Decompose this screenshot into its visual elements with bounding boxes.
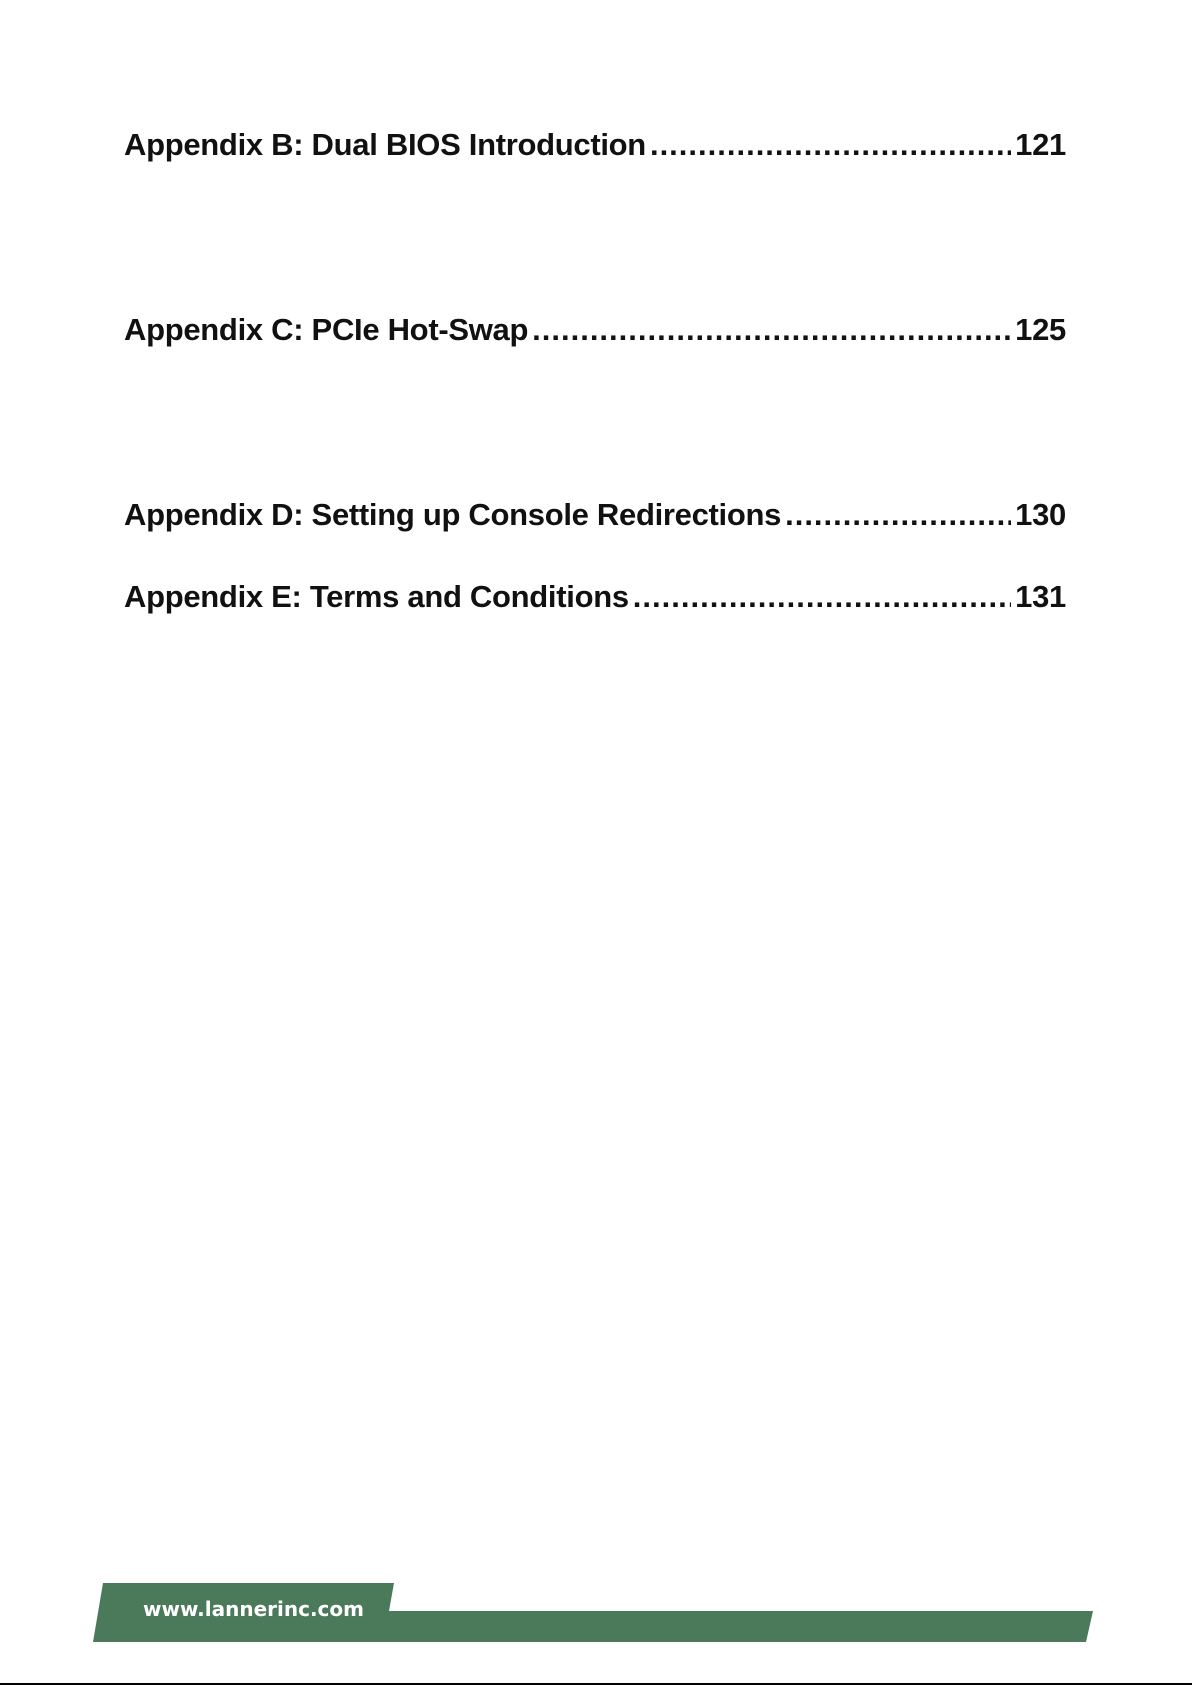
toc-entry-page-number: 121 [1015, 127, 1066, 162]
toc-entry-title: Appendix E: Terms and Conditions [124, 579, 629, 614]
toc-entry-title: Appendix D: Setting up Console Redirections [124, 497, 782, 532]
website-link[interactable]: www.lannerinc.com [143, 1597, 364, 1621]
dot-leader [650, 127, 1011, 163]
toc-entry-title: Appendix B: Dual BIOS Introduction [124, 127, 646, 162]
dot-leader [785, 497, 1011, 533]
toc-entry-title: Appendix C: PCIe Hot-Swap [124, 312, 529, 347]
toc-entry-appendix-c[interactable] [124, 312, 1066, 348]
dot-leader [532, 312, 1011, 348]
toc-entry-page-number: 125 [1015, 312, 1066, 347]
toc-entry-page-number: 131 [1015, 579, 1066, 614]
toc-entry-appendix-d[interactable] [124, 497, 1066, 533]
page-footer [0, 1575, 1192, 1645]
toc-entry-appendix-b[interactable] [124, 127, 1066, 163]
dot-leader [633, 579, 1011, 615]
toc-entry-appendix-e[interactable] [124, 579, 1066, 615]
toc-entry-page-number: 130 [1015, 497, 1066, 532]
